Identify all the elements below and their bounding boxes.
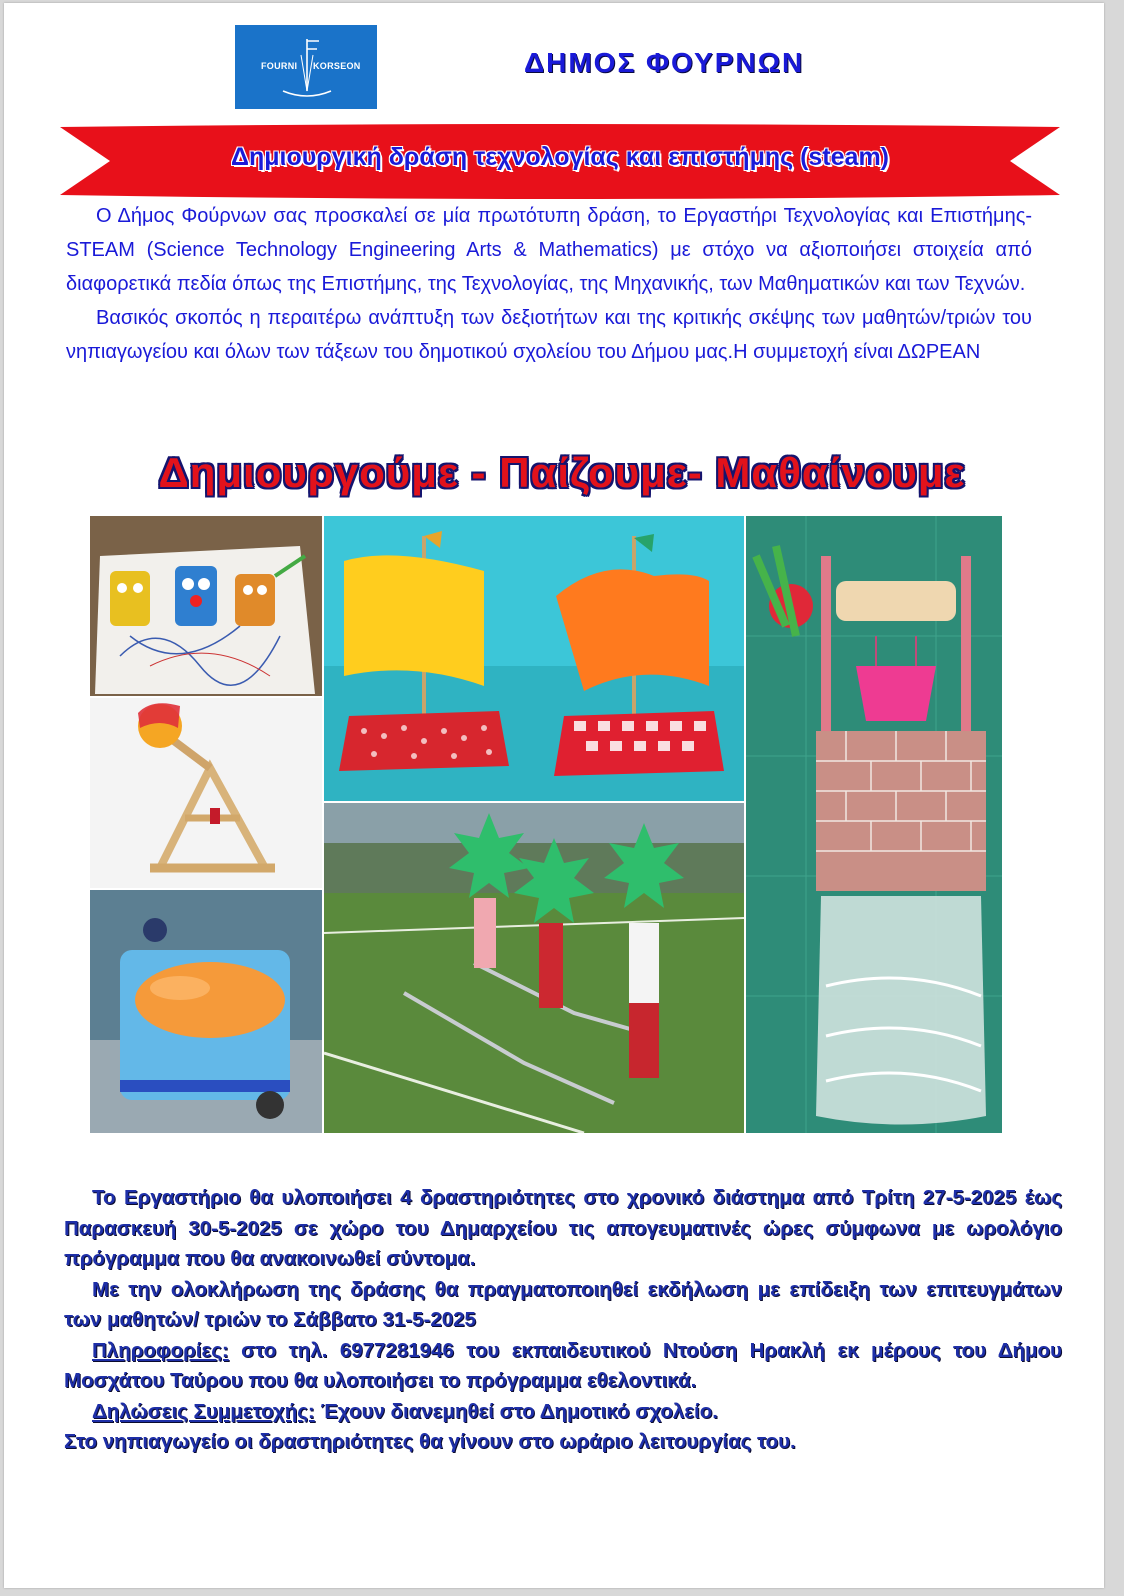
event-details (64, 1183, 1062, 1458)
photo-collage (90, 516, 1002, 1133)
registration-label: Δηλώσεις Συμμετοχής: (92, 1399, 315, 1423)
logo-text-right: KORSEON (313, 61, 361, 71)
info-line (64, 1336, 1062, 1397)
photo-drawing-robots (90, 516, 322, 696)
photo-outdoor-rockets (324, 803, 744, 1133)
photo-balloon-car (90, 890, 322, 1133)
info-label: Πληροφορίες: (92, 1338, 229, 1362)
photo-wishing-well (746, 516, 1002, 1133)
registration-text: Έχουν διανεμηθεί στο Δημοτικό σχολείο. (314, 1399, 718, 1423)
intro-paragraph: Βασικός σκοπός η περαιτέρω ανάπτυξη των δεξιοτήτων και της κριτικής σκέψης των μαθητών/τριών του νηπιαγωγείου και όλων των τάξεων του δημοτικού σχολείου του Δήμου μας.Η συμμετοχή είναι ΔΩΡΕΑΝ (66, 307, 1032, 363)
municipality-title: ΔΗΜΟΣ ΦΟΥΡΝΩΝ (524, 47, 805, 78)
registration-line (64, 1397, 1062, 1428)
slogan-heading: Δημιουργούμε - Παίζουμε- Μαθαίνουμε (158, 449, 966, 496)
photo-catapult (90, 698, 322, 888)
photo-sailboats (324, 516, 744, 801)
flyer-page (4, 3, 1104, 1588)
kindergarten-note: Στο νηπιαγωγείο οι δραστηριότητες θα γίνουν στο ωράριο λειτουργίας του. (64, 1430, 796, 1453)
details-paragraph: Το Εργαστήριο θα υλοποιήσει 4 δραστηριότητες στο χρονικό διάστημα από Τρίτη 27-5-2025 έως Παρασκευή 30-5-2025 σε χώρο του Δημαρχείου τις απογευματινές ώρες σύμφωνα με ωρολόγιο πρόγραμμα που θα ανακοινωθεί σύντομα. (64, 1186, 1062, 1270)
intro-paragraph: Ο Δήμος Φούρνων σας προσκαλεί σε μία πρωτότυπη δράση, το Εργαστήρι Τεχνολογίας και Επιστήμης- STEAM (Science Technology Engineering Arts & Mathematics) με στόχο να αξιοποιήσει στοιχεία από διαφορετικά πεδία όπως της Επιστήμης, της Τεχνολογίας, της Μηχανικής, των Μαθηματικών και των Τεχνών. (66, 205, 1032, 295)
info-text: στο τηλ. 6977281946 του εκπαιδευτικού Ντούση Ηρακλή εκ μέρους του Δήμου Μοσχάτου Ταύρου που θα υλοποιήσει το πρόγραμμα εθελοντικά. (64, 1338, 1062, 1392)
intro-text (66, 199, 1032, 369)
details-paragraph: Με την ολοκλήρωση της δράσης θα πραγματοποιηθεί εκδήλωση με επίδειξη των επιτευγμάτων των μαθητών/ τριών το Σάββατο 31-5-2025 (64, 1277, 1062, 1331)
logo-text-left: FOURNI (261, 61, 298, 71)
municipality-logo (235, 25, 377, 109)
banner-title: Δημιουργική δράση τεχνολογίας και επιστήμης (steam) (231, 143, 889, 171)
